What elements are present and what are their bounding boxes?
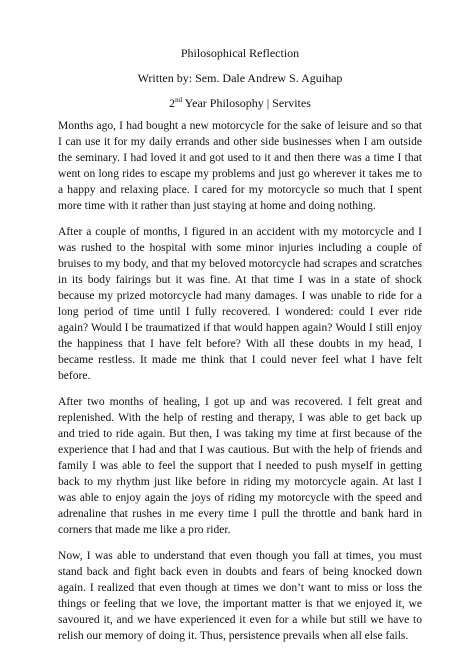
document-title: Philosophical Reflection	[180, 46, 300, 60]
year-suffix: nd	[175, 96, 183, 104]
document-page	[58, 46, 422, 654]
paragraph-2: After a couple of months, I figured in an accident with my motorcycle and I was rushed to the hospital with some minor injuries including a couple of bruises to my body, and that my beloved motorcycle had scrapes and scratches in its body fairings but it was fine. At that time I was in a state of shock because my prized motorcycle had many damages. I was unable to ride for a long period of time until I fully recovered. I wondered: could I ever ride again? Would I be traumatized if that would happen again? Would I still enjoy the happiness that I have felt before? With all these doubts in my head, I became restless. It made me think that I could never feel what I have felt before.	[58, 226, 422, 382]
affiliation-rest: Year Philosophy | Servites	[182, 96, 311, 110]
year-number: 2	[169, 96, 176, 110]
affiliation-line	[58, 96, 422, 110]
paragraph-3: After two months of healing, I got up and was recovered. I felt great and replenished. With the help of resting and therapy, I was able to get back up and tried to ride again. But then, I was taking my time at first because of the experience that I had and that I was cautious. But with the help of friends and family I was able to feel the support that I needed to push myself in getting back to my rhythm just like before in riding my motorcycle again. At last I was able to enjoy again the joys of riding my motorcycle with the speed and adrenaline that rushes in me every time I pull the throttle and bank hard in corners that made me like a pro rider.	[58, 396, 422, 536]
paragraph-4: Now, I was able to understand that even though you fall at times, you must stand back and fight back even in doubts and fears of being knocked down again. I realized that even though at times we don’t want to miss or loss the things or feeling that we love, the important matter is that we enjoyed it, we savoured it, and we have experienced it even for a while but still we have to relish our memory of doing it. Thus, persistence prevails when all else fails.	[58, 550, 422, 642]
author-line: Written by: Sem. Dale Andrew S. Aguihap	[137, 71, 343, 85]
paragraph-1: Months ago, I had bought a new motorcycle for the sake of leisure and so that I can use it for my daily errands and other side businesses when I am outside the seminary. I had loved it and got used to it and then there was a time I that went on long rides to escape my problems and just go wherever it takes me to a happy and relaxing place. I cared for my motorcycle so much that I spent more time with it rather than just staying at home and doing nothing.	[58, 120, 422, 212]
